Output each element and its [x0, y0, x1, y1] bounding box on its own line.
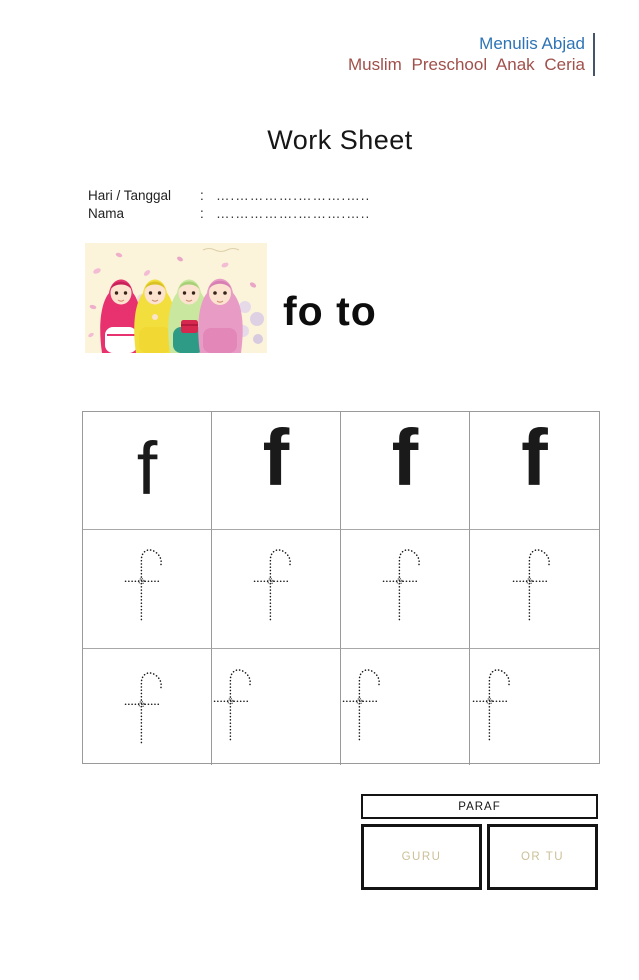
- practice-cell-trace: [470, 649, 599, 765]
- trace-letter-f-icon: [248, 546, 304, 624]
- brand-title: Menulis Abjad: [479, 34, 585, 53]
- solid-letter-f: f: [391, 413, 419, 502]
- ortu-signature-box: [487, 824, 598, 890]
- guru-label: GURU: [401, 851, 442, 863]
- practice-cell-solid: [212, 412, 341, 530]
- trace-letter-f-icon: [507, 546, 563, 624]
- practice-cell-trace: [341, 649, 470, 765]
- trace-letter-f-icon: [470, 666, 523, 744]
- trace-letter-f-icon: [341, 666, 393, 744]
- practice-cell-solid: [83, 412, 212, 530]
- solid-letter-f: f: [521, 413, 548, 502]
- practice-cell-trace: [341, 530, 470, 649]
- practice-cell-trace: [83, 530, 212, 649]
- form-label-name: Nama: [88, 205, 125, 221]
- paraf-label: PARAF: [458, 800, 501, 813]
- practice-cell-trace: [83, 649, 212, 765]
- lesson-word: fo to: [283, 288, 377, 334]
- solid-letter-f: f: [136, 427, 158, 510]
- form-fill-line-name: ….………….……….…..: [216, 205, 371, 221]
- practice-cell-trace: [212, 649, 341, 765]
- trace-letter-f-icon: [377, 546, 433, 624]
- form-colon: :: [200, 205, 204, 221]
- hijab-girls-illustration: [85, 243, 267, 353]
- form-field-date: [88, 186, 370, 204]
- trace-letter-f-icon: [212, 666, 264, 744]
- solid-letter-f: f: [262, 413, 290, 502]
- form-fill-line-date: ….………….……….…..: [216, 187, 371, 203]
- header-brand: [348, 33, 595, 76]
- practice-cell-solid: [341, 412, 470, 530]
- guru-signature-box: [361, 824, 482, 890]
- trace-letter-f-icon: [119, 669, 175, 747]
- trace-letter-f-icon: [119, 546, 175, 624]
- practice-cell-trace: [470, 530, 599, 649]
- form-label-date: Hari / Tanggal: [88, 187, 172, 203]
- page-title: Work Sheet: [267, 125, 413, 155]
- practice-cell-trace: [212, 530, 341, 649]
- practice-cell-solid: [470, 412, 599, 530]
- practice-table: [82, 411, 600, 764]
- student-info-form: [88, 186, 370, 222]
- form-colon: :: [200, 187, 204, 203]
- form-field-name: [88, 204, 370, 222]
- ortu-label: OR TU: [520, 851, 565, 863]
- paraf-header-box: [361, 794, 598, 819]
- brand-subtitle: Muslim Preschool Anak Ceria: [347, 55, 585, 75]
